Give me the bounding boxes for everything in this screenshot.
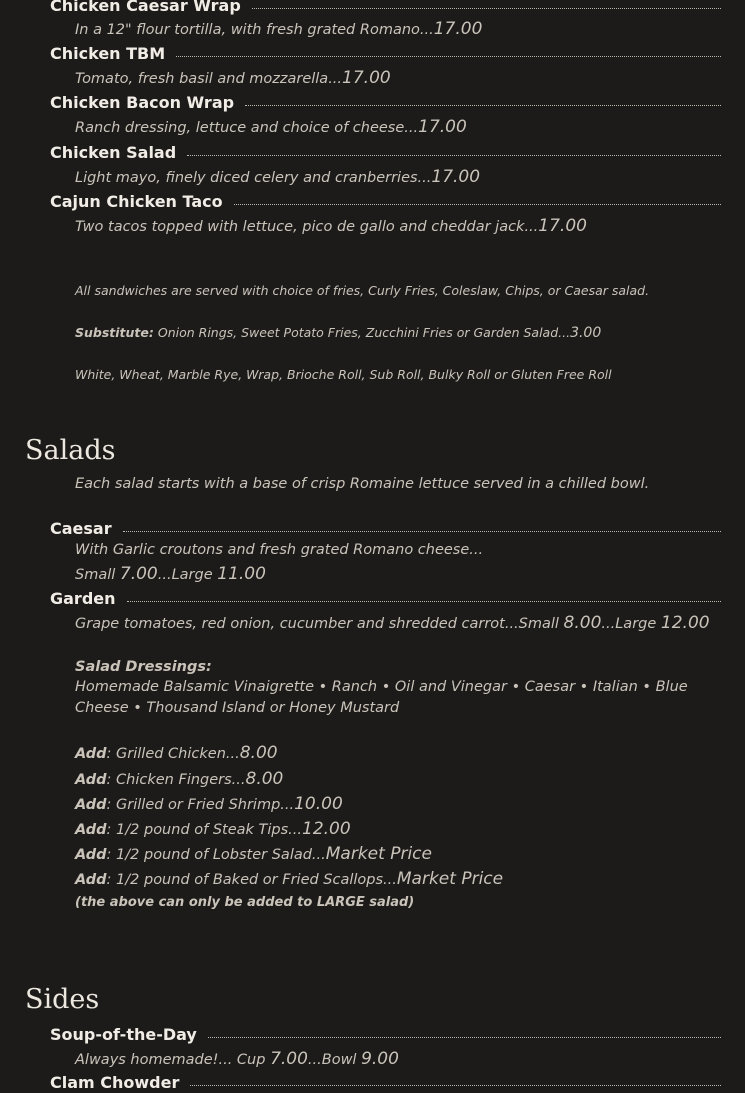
leader-dots — [127, 601, 721, 602]
add-label: Add — [75, 822, 107, 838]
add-price: Market Price — [325, 844, 432, 864]
item-description: Tomato, fresh basil and mozzarella...17.00 — [75, 68, 391, 88]
leader-dots — [123, 531, 721, 532]
item-name: Chicken Caesar Wrap — [50, 0, 241, 15]
item-description: With Garlic croutons and fresh grated Romano cheese... — [75, 542, 484, 558]
item-description: Two tacos topped with lettuce, pico de gallo and cheddar jack...17.00 — [75, 216, 587, 236]
item-description: In a 12" flour tortilla, with fresh grated Romano...17.00 — [75, 19, 483, 39]
add-label: Add — [75, 797, 107, 813]
leader-dots — [187, 155, 721, 156]
add-label: Add — [75, 872, 107, 888]
menu-item-chicken-caesar-wrap — [50, 0, 721, 16]
section-title-sides: Sides — [25, 984, 100, 1015]
add-on-item: Add: 1/2 pound of Steak Tips...12.00 — [75, 819, 351, 839]
item-name: Chicken Bacon Wrap — [50, 93, 235, 112]
item-description: Ranch dressing, lettuce and choice of cheese...17.00 — [75, 117, 467, 137]
add-price: 10.00 — [294, 794, 343, 814]
sides-note: All sandwiches are served with choice of fries, Curly Fries, Coleslaw, Chips, or Caesar salad. — [75, 283, 650, 298]
bowl-price: 9.00 — [361, 1049, 399, 1069]
menu-item-garden — [50, 589, 721, 609]
menu-item-cajun-chicken-taco — [50, 192, 721, 212]
item-name: Chicken Salad — [50, 143, 177, 162]
substitute-note: Substitute: Onion Rings, Sweet Potato Fries, Zucchini Fries or Garden Salad...3.00 — [75, 325, 602, 341]
add-price: Market Price — [396, 869, 504, 889]
menu-item-chicken-tbm — [50, 44, 721, 64]
item-name: Chicken TBM — [50, 44, 166, 63]
item-name: Cajun Chicken Taco — [50, 192, 223, 211]
add-on-item: Add: Chicken Fingers...8.00 — [75, 769, 284, 789]
leader-dots — [234, 204, 721, 205]
item-description: Always homemade!... Cup 7.00...Bowl 9.00 — [75, 1049, 399, 1069]
leader-dots — [208, 1037, 721, 1038]
menu-item-chicken-salad — [50, 143, 721, 163]
leader-dots — [252, 8, 721, 9]
item-name: Soup-of-the-Day — [50, 1025, 197, 1044]
add-on-note: (the above can only be added to LARGE salad) — [75, 895, 415, 910]
cup-price: 7.00 — [270, 1049, 308, 1069]
leader-dots — [190, 1085, 721, 1086]
add-label: Add — [75, 847, 107, 863]
add-on-item: Add: 1/2 pound of Lobster Salad...Market Price — [75, 844, 432, 864]
item-name: Caesar — [50, 519, 112, 538]
item-price-line: Small 7.00...Large 11.00 — [75, 564, 266, 584]
menu-item-clam-chowder — [50, 1073, 721, 1093]
add-price: 12.00 — [302, 819, 351, 839]
leader-dots — [176, 56, 721, 57]
dressings-label: Salad Dressings: — [75, 659, 212, 675]
leader-dots — [245, 105, 721, 106]
add-on-item: Add: Grilled Chicken...8.00 — [75, 743, 278, 763]
item-price: 17.00 — [538, 216, 587, 236]
add-label: Add — [75, 746, 107, 762]
menu-item-soup-of-the-day — [50, 1025, 721, 1045]
item-price: 17.00 — [418, 117, 467, 137]
bread-options: White, Wheat, Marble Rye, Wrap, Brioche Roll, Sub Roll, Bulky Roll or Gluten Free Roll — [75, 367, 612, 382]
large-price: 11.00 — [217, 564, 266, 584]
add-on-item: Add: 1/2 pound of Baked or Fried Scallops...Market Price — [75, 869, 504, 889]
small-price: 8.00 — [563, 613, 602, 633]
menu-item-caesar — [50, 519, 721, 539]
dressings-list: Homemade Balsamic Vinaigrette • Ranch • Oil and Vinegar • Caesar • Italian • Blue Cheese • Thousand Island or Honey Mustard — [75, 679, 688, 716]
add-price: 8.00 — [239, 743, 278, 763]
item-price: 17.00 — [431, 167, 481, 187]
add-price: 8.00 — [245, 769, 284, 789]
substitute-label: Substitute: — [75, 325, 154, 340]
add-label: Add — [75, 772, 107, 788]
item-price: 17.00 — [433, 19, 483, 39]
salads-intro: Each salad starts with a base of crisp Romaine lettuce served in a chilled bowl. — [75, 476, 650, 492]
small-price: 7.00 — [119, 564, 158, 584]
large-price: 12.00 — [660, 613, 710, 633]
item-description: Light mayo, finely diced celery and cranberries...17.00 — [75, 167, 481, 187]
item-price: 17.00 — [342, 68, 391, 88]
item-name: Garden — [50, 589, 116, 608]
substitute-price: 3.00 — [570, 325, 602, 341]
item-name: Clam Chowder — [50, 1073, 180, 1092]
menu-item-chicken-bacon-wrap — [50, 93, 721, 113]
add-on-item: Add: Grilled or Fried Shrimp...10.00 — [75, 794, 343, 814]
item-description: Grape tomatoes, red onion, cucumber and shredded carrot...Small 8.00...Large 12.00 — [75, 613, 710, 633]
section-title-salads: Salads — [25, 435, 116, 466]
